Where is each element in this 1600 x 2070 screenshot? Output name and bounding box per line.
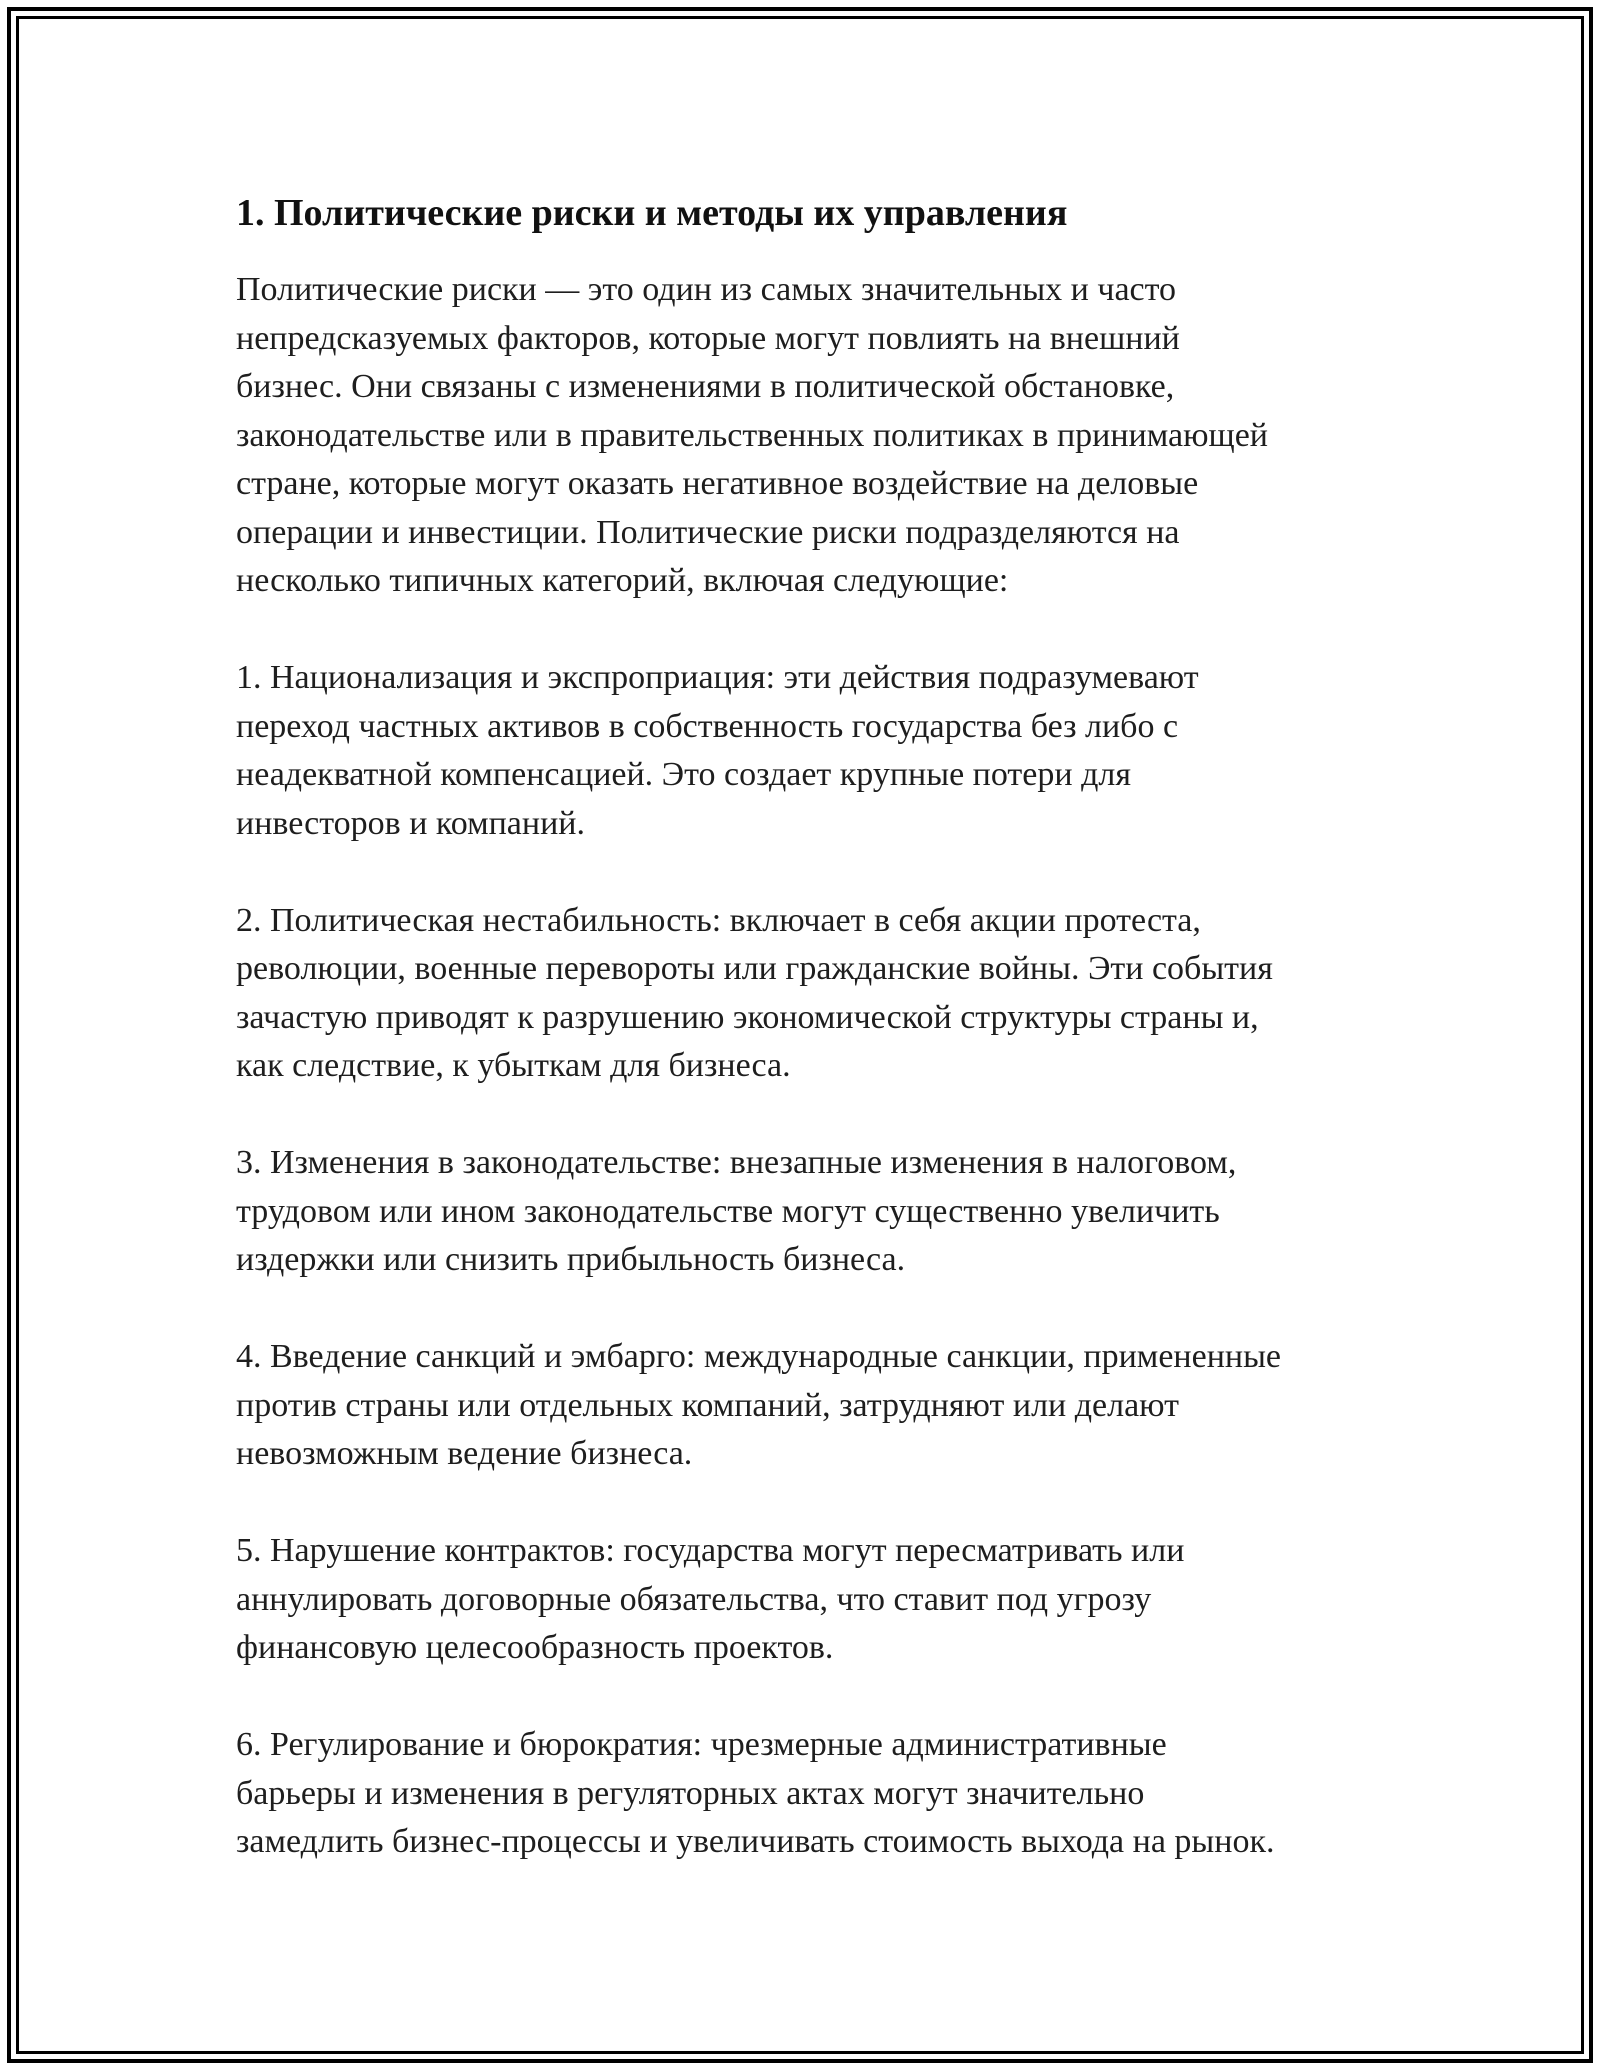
text-line: как следствие, к убыткам для бизнеса. (236, 1047, 791, 1084)
text-line: 3. Изменения в законодательстве: внезапные изменения в налоговом, (236, 1144, 1237, 1181)
document-body (236, 190, 1376, 1867)
text-line: против страны или отдельных компаний, затрудняют или делают (236, 1386, 1179, 1424)
text-line: финансовую целесообразность проектов. (236, 1629, 834, 1666)
text-line: зачастую приводят к разрушению экономической структуры страны и, (236, 998, 1259, 1036)
list-item-contract-breach (236, 1527, 1376, 1673)
text-line: издержки или снизить прибыльность бизнеса. (236, 1241, 906, 1278)
text-line: 6. Регулирование и бюрократия: чрезмерные административные (236, 1726, 1167, 1763)
intro-paragraph (236, 266, 1376, 606)
list-item-political-instability (236, 897, 1376, 1091)
text-line: 5. Нарушение контрактов: государства могут пересматривать или (236, 1532, 1185, 1569)
text-line: аннулировать договорные обязательства, что ставит под угрозу (236, 1580, 1152, 1618)
text-line: 1. Национализация и экспроприация: эти действия подразумевают (236, 659, 1199, 696)
text-line: 4. Введение санкций и эмбарго: международные санкции, примененные (236, 1338, 1282, 1375)
text-line: невозможным ведение бизнеса. (236, 1435, 693, 1472)
text-line: стране, которые могут оказать негативное воздействие на деловые (236, 465, 1199, 502)
list-item-legislation-changes (236, 1139, 1376, 1285)
text-line: Политические риски — это один из самых значительных и часто (236, 271, 1177, 308)
text-line: несколько типичных категорий, включая следующие: (236, 562, 1009, 599)
list-item-nationalization (236, 654, 1376, 848)
text-line: законодательстве или в правительственных политиках в принимающей (236, 416, 1268, 454)
text-line: 2. Политическая нестабильность: включает в себя акции протеста, (236, 901, 1201, 939)
text-line: непредсказуемых факторов, которые могут повлиять на внешний (236, 319, 1180, 357)
list-item-regulation (236, 1721, 1376, 1867)
text-line: бизнес. Они связаны с изменениями в политической обстановке, (236, 368, 1175, 405)
text-line: барьеры и изменения в регуляторных актах могут значительно (236, 1774, 1145, 1812)
text-line: революции, военные перевороты или гражданские войны. Эти события (236, 950, 1273, 987)
list-item-sanctions (236, 1333, 1376, 1479)
text-line: инвесторов и компаний. (236, 804, 585, 842)
text-line: неадекватной компенсацией. Это создает крупные потери для (236, 756, 1131, 793)
text-line: операции и инвестиции. Политические риски подразделяются на (236, 513, 1180, 551)
text-line: замедлить бизнес-процессы и увеличивать стоимость выхода на рынок. (236, 1823, 1275, 1860)
section-heading: 1. Политические риски и методы их управления (236, 192, 1068, 234)
text-line: трудовом или ином законодательстве могут существенно увеличить (236, 1192, 1220, 1230)
text-line: переход частных активов в собственность государства без либо с (236, 707, 1179, 745)
